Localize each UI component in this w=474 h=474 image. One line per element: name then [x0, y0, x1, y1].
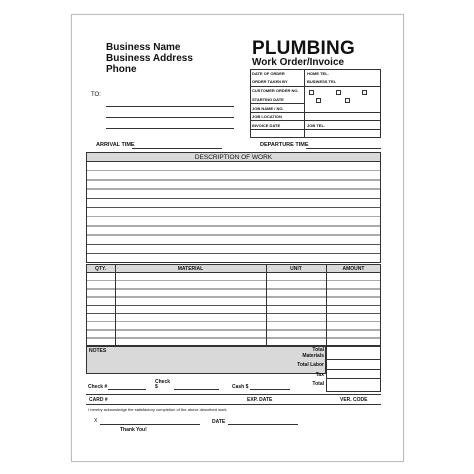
address-line-1[interactable]	[106, 106, 234, 107]
info-row-line	[250, 86, 381, 87]
job-tel-label: JOB TEL.	[307, 123, 326, 128]
checkbox-3[interactable]	[362, 90, 367, 95]
materials-table-body[interactable]	[86, 273, 381, 346]
total-label: Total	[312, 381, 324, 387]
card-row-bottom-line	[86, 404, 381, 405]
qty-header: QTY.	[94, 266, 107, 272]
business-tel-label: BUSINESS TEL	[307, 79, 337, 84]
cash-label: Cash $	[232, 384, 249, 390]
info-row-line	[250, 120, 381, 121]
business-name: Business Name	[106, 42, 181, 53]
address-line-3[interactable]	[106, 128, 234, 129]
notes-box[interactable]	[86, 346, 326, 374]
signature-line[interactable]	[100, 424, 200, 425]
signature-x: X	[94, 418, 98, 424]
check-amount-label: Check $	[155, 379, 171, 390]
arrival-time-line[interactable]	[132, 148, 222, 149]
description-lines[interactable]	[86, 162, 381, 263]
totals-row-line	[326, 359, 381, 360]
address-line-2[interactable]	[106, 117, 234, 118]
date-of-order-label: DATE OF ORDER	[252, 71, 285, 76]
material-col-divider	[266, 264, 267, 346]
checkbox-2[interactable]	[336, 90, 341, 95]
business-address: Business Address	[106, 53, 193, 64]
departure-time-label: DEPARTURE TIME	[260, 142, 309, 148]
checkbox-4[interactable]	[316, 98, 321, 103]
total-materials-label: Total Materials	[302, 347, 324, 359]
customer-order-label: CUSTOMER ORDER NO.	[252, 88, 299, 93]
card-row-top-line	[86, 394, 381, 395]
total-labor-label: Total Labor	[297, 362, 324, 368]
unit-header: UNIT	[290, 266, 302, 272]
info-row-line	[250, 103, 305, 104]
tax-label: Tax	[315, 372, 324, 378]
form-title: PLUMBING	[252, 38, 355, 59]
checkbox-1[interactable]	[309, 90, 314, 95]
job-name-label: JOB NAME / NO.	[252, 106, 284, 111]
date-line[interactable]	[228, 424, 298, 425]
exp-date-label: EXP. DATE	[247, 397, 273, 403]
to-label: TO:	[91, 92, 101, 98]
home-tel-label: HOME TEL.	[307, 71, 329, 76]
check-amount-line[interactable]	[174, 389, 219, 390]
description-header: DESCRIPTION OF WORK	[194, 153, 273, 161]
order-taken-by-label: ORDER TAKEN BY	[252, 79, 288, 84]
invoice-date-label: INVOICE DATE	[252, 123, 281, 128]
totals-row-line	[326, 369, 381, 370]
form-subtitle: Work Order/Invoice	[252, 57, 345, 68]
business-phone: Phone	[106, 64, 137, 75]
totals-row-line	[326, 378, 381, 379]
check-number-line[interactable]	[108, 389, 146, 390]
amount-header: AMOUNT	[342, 266, 365, 272]
job-location-label: JOB LOCATION	[252, 114, 282, 119]
info-row-line	[250, 112, 381, 113]
checkbox-5[interactable]	[345, 98, 350, 103]
info-row-line	[250, 129, 381, 130]
departure-time-line[interactable]	[306, 148, 381, 149]
thank-you-text: Thank You!	[120, 427, 147, 433]
cash-line[interactable]	[250, 389, 290, 390]
arrival-time-label: ARRIVAL TIME	[96, 142, 135, 148]
starting-date-label: STARTING DATE	[252, 97, 284, 102]
card-number-label: CARD #	[89, 397, 108, 403]
date-label: DATE	[212, 419, 226, 425]
material-header: MATERIAL	[177, 266, 204, 272]
ver-code-label: VER. CODE	[340, 397, 368, 403]
check-number-label: Check #	[88, 384, 108, 390]
qty-col-divider	[115, 264, 116, 346]
notes-label: NOTES	[89, 348, 107, 354]
acknowledgement-text: I hereby acknowledge the satisfactory completion of the above described work.	[88, 407, 228, 412]
